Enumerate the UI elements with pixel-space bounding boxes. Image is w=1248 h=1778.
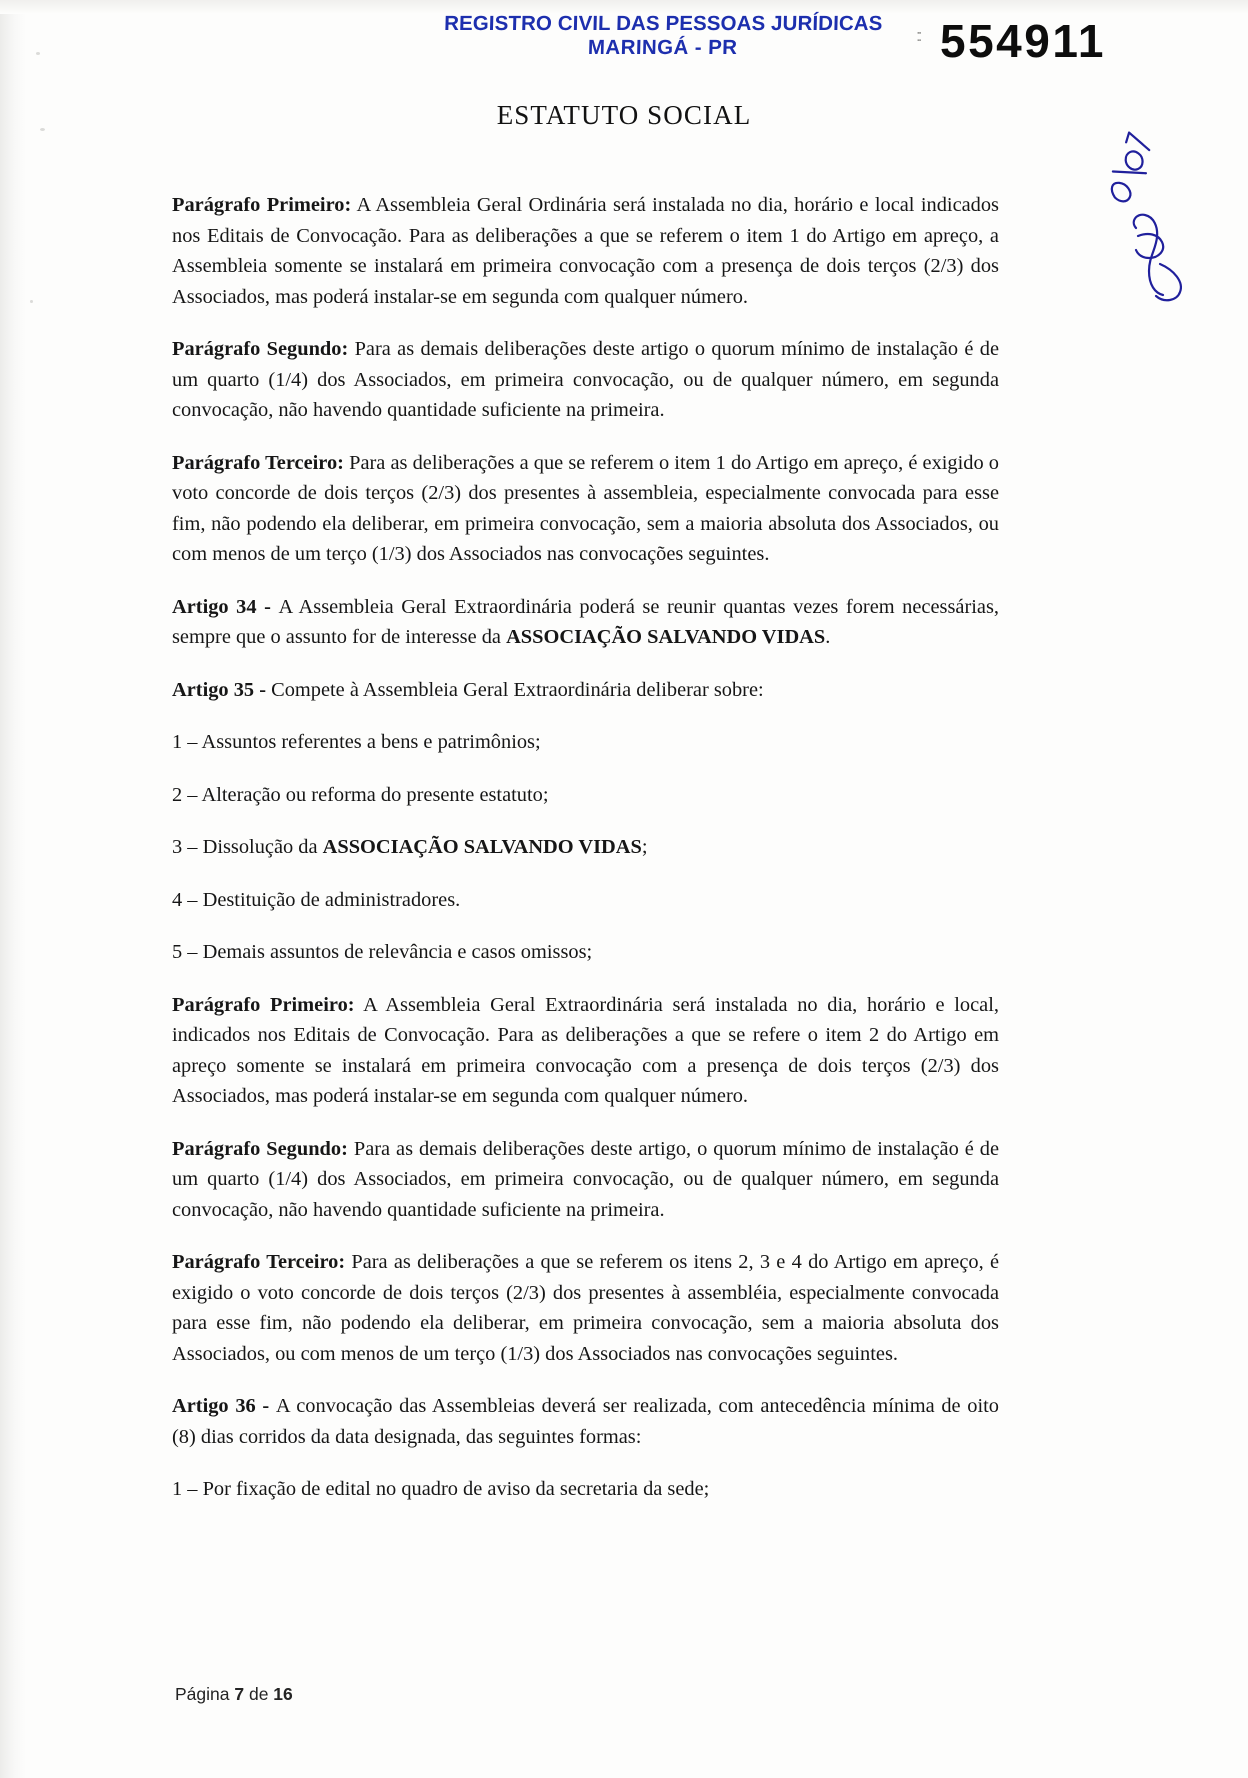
scan-speck (30, 300, 33, 303)
list-item (172, 780, 999, 811)
article-36 (172, 1391, 999, 1452)
list-item-text: Dissolução da (202, 836, 323, 858)
list-item-text: Destituição de administradores. (202, 888, 461, 911)
list-item (172, 832, 999, 863)
organization-name: ASSOCIAÇÃO SALVANDO VIDAS (506, 626, 826, 648)
scan-edge-left (0, 0, 26, 1778)
paragraph-text: Para as demais deliberações deste artigo o quorum mínimo de instalação é de um quarto (1/4) dos Associados, em primeira convocação, ou de qualquer número, em segunda convocação, não havendo quantidade suficiente na primeira. (172, 338, 999, 421)
article-label: Artigo 34 - (172, 595, 279, 618)
paragraph-segundo-2 (172, 1134, 999, 1226)
paragraph-label: Parágrafo Terceiro: (172, 1251, 346, 1273)
list-item-text: Alteração ou reforma do presente estatuto; (201, 783, 549, 806)
paragraph-text: Para as demais deliberações deste artigo, o quorum mínimo de instalação é de um quarto (1/4) dos Associados, em primeira convocação, ou de qualquer número, em segunda convocação, não havendo quantidade suficiente na primeira. (172, 1137, 1000, 1221)
paragraph-label: Parágrafo Primeiro: (172, 993, 355, 1016)
article-34 (172, 592, 999, 653)
list-item (172, 885, 999, 916)
paragraph-label: Parágrafo Segundo: (172, 338, 349, 360)
paragraph-terceiro-2 (172, 1247, 999, 1369)
list-item-text: Por fixação de edital no quadro de aviso da secretaria da sede; (202, 1478, 710, 1500)
paragraph-text: A Assembleia Geral Ordinária será instalada no dia, horário e local indicados nos Editais de Convocação. Para as deliberações a que se referem o item 1 do Artigo em apreço, a Assembleia somente se instalará em primeira convocação com a presença de dois terços (2/3) dos Associados, mas poderá instalar-se em segunda com qualquer número. (172, 194, 999, 308)
article-text: A convocação das Assembleias deverá ser realizada, com antecedência mínima de oito (8) dias corridos da data designada, das seguintes formas: (172, 1395, 1000, 1448)
document-body (172, 190, 999, 1527)
article-35 (172, 675, 999, 706)
registry-stamp-line1: REGISTRO CIVIL DAS PESSOAS JURÍDICAS (443, 12, 883, 35)
registry-stamp-header (412, 12, 913, 60)
footer-current-page: 7 (234, 1684, 245, 1704)
list-item-number: 1 – (172, 1478, 203, 1500)
list-item-text: Assuntos referentes a bens e patrimônios; (201, 731, 541, 753)
article-text: Compete à Assembleia Geral Extraordinária deliberar sobre: (271, 678, 764, 701)
list-item-number: 4 – (172, 888, 203, 911)
list-item-text: Demais assuntos de relevância e casos omissos; (202, 941, 593, 963)
stamp-number-ghost-marks: :: (916, 26, 920, 45)
registry-number: 554911 (940, 15, 1106, 67)
scan-speck (36, 52, 40, 55)
document-title: ESTATUTO SOCIAL (496, 100, 752, 130)
list-item-number: 3 – (172, 836, 203, 858)
paragraph-label: Parágrafo Terceiro: (172, 451, 344, 474)
article-text-after: . (825, 626, 831, 648)
list-item-number: 1 – (172, 731, 202, 753)
organization-name: ASSOCIAÇÃO SALVANDO VIDAS (322, 836, 642, 858)
registry-stamp-line2: MARINGÁ - PR (587, 35, 738, 59)
paragraph-text: Para as deliberações a que se referem os itens 2, 3 e 4 do Artigo em apreço, é exigido o voto concorde de dois terços (2/3) dos presentes à assembléia, especialmente convocada para esse fim, não podendo ela deliberar, em primeira convocação, sem a maioria absoluta dos Associados, ou com menos de um terço (1/3) dos Associados nas convocações seguintes. (172, 1251, 999, 1365)
list-item (172, 937, 999, 968)
article-text-before: A Assembleia Geral Extraordinária poderá se reunir quantas vezes forem necessárias, sempre que o assunto for de interesse da (172, 595, 999, 648)
list-item (172, 727, 999, 758)
article-label: Artigo 35 - (172, 678, 272, 701)
footer-middle: de (244, 1684, 274, 1704)
article-label: Artigo 36 - (172, 1395, 276, 1417)
footer-prefix: Página (175, 1684, 235, 1704)
paragraph-label: Parágrafo Primeiro: (172, 194, 352, 216)
paragraph-primeiro-2 (172, 990, 999, 1112)
handwritten-margin-annotation (1078, 124, 1228, 314)
paragraph-segundo-1 (172, 334, 999, 426)
list-item-number: 5 – (172, 941, 203, 963)
paragraph-label: Parágrafo Segundo: (172, 1137, 348, 1160)
paragraph-text: A Assembleia Geral Extraordinária será instalada no dia, horário e local, indicados nos Editais de Convocação. Para as deliberações a que se refere o item 2 do Artigo em apreço somente se instalará em primeira convocação com a presença de dois terços (2/3) dos Associados, mas poderá instalar-se em segunda com qualquer número. (172, 993, 999, 1107)
paragraph-primeiro-1 (172, 190, 999, 312)
footer-total-pages: 16 (273, 1684, 293, 1704)
list-item-tail: ; (641, 836, 648, 858)
page-footer (175, 1684, 293, 1705)
list-item-number: 2 – (172, 783, 202, 806)
paragraph-text: Para as deliberações a que se referem o item 1 do Artigo em apreço, é exigido o voto concorde de dois terços (2/3) dos presentes à assembleia, especialmente convocada para esse fim, não podendo ela deliberar, em primeira convocação, sem a maioria absoluta dos Associados, ou com menos de um terço (1/3) dos Associados nas convocações seguintes. (172, 451, 999, 565)
list-item (172, 1474, 999, 1505)
paragraph-terceiro-1 (172, 448, 999, 570)
